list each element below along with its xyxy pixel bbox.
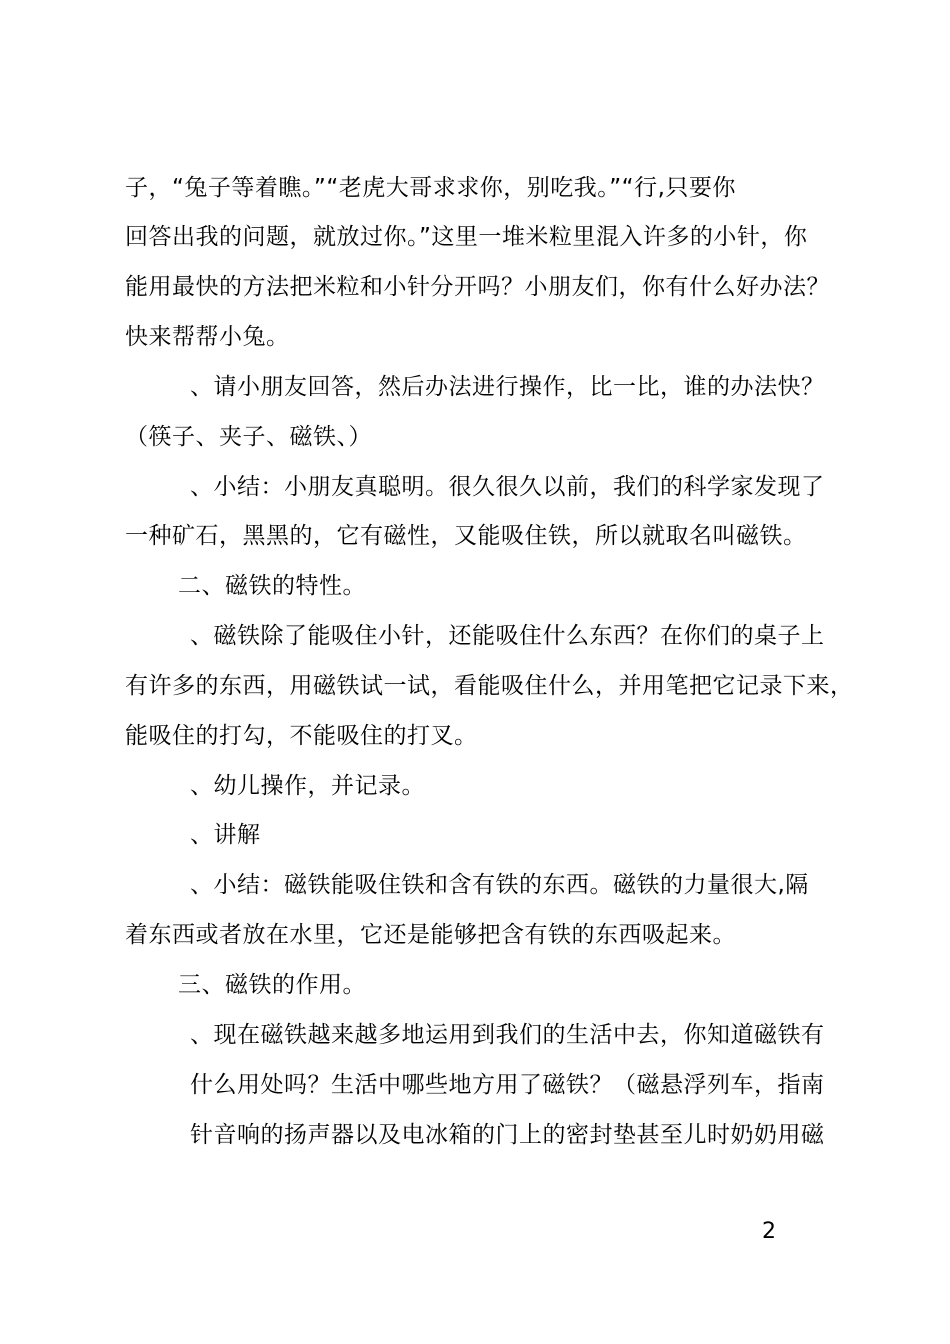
text-line: （筷子、夹子、磁铁、） [125, 424, 372, 450]
text-line: 回答出我的问题，就放过你。”这里一堆米粒里混入许多的小针，你 [125, 224, 808, 250]
text-line: 有许多的东西，用磁铁试一试，看能吸住什么，并用笔把它记录下来， [125, 673, 854, 699]
text-line: 、请小朋友回答，然后办法进行操作，比一比，谁的办法快？ [190, 374, 825, 400]
text-line: 、小结：小朋友真聪明。很久很久以前，我们的科学家发现了 [190, 474, 825, 500]
text-line: 快来帮帮小兔。 [125, 324, 290, 350]
section-heading: 二、磁铁的特性。 [178, 573, 366, 599]
text-line: 、现在磁铁越来越多地运用到我们的生活中去，你知道磁铁有 [190, 1022, 825, 1048]
text-line: 、磁铁除了能吸住小针，还能吸住什么东西？在你们的桌子上 [190, 623, 825, 649]
text-line: 着东西或者放在水里，它还是能够把含有铁的东西吸起来。 [125, 922, 736, 948]
text-line: 、讲解 [190, 822, 261, 848]
text-line: 一种矿石，黑黑的，它有磁性，又能吸住铁，所以就取名叫磁铁。 [125, 523, 807, 549]
text-line: 什么用处吗？生活中哪些地方用了磁铁？（磁悬浮列车，指南 [190, 1072, 825, 1098]
page-number: 2 [762, 1219, 776, 1244]
text-line: 子，“兔子等着瞧。”“老虎大哥求求你，别吃我。”“行,只要你 [125, 175, 736, 201]
section-heading: 三、磁铁的作用。 [178, 972, 366, 998]
text-line: 、小结：磁铁能吸住铁和含有铁的东西。磁铁的力量很大,隔 [190, 872, 809, 898]
text-line: 、幼儿操作，并记录。 [190, 773, 425, 799]
text-line: 能吸住的打勾，不能吸住的打叉。 [125, 723, 478, 749]
text-line: 针音响的扬声器以及电冰箱的门上的密封垫甚至儿时奶奶用磁 [190, 1122, 825, 1148]
text-line: 能用最快的方法把米粒和小针分开吗？小朋友们，你有什么好办法？ [125, 274, 830, 300]
